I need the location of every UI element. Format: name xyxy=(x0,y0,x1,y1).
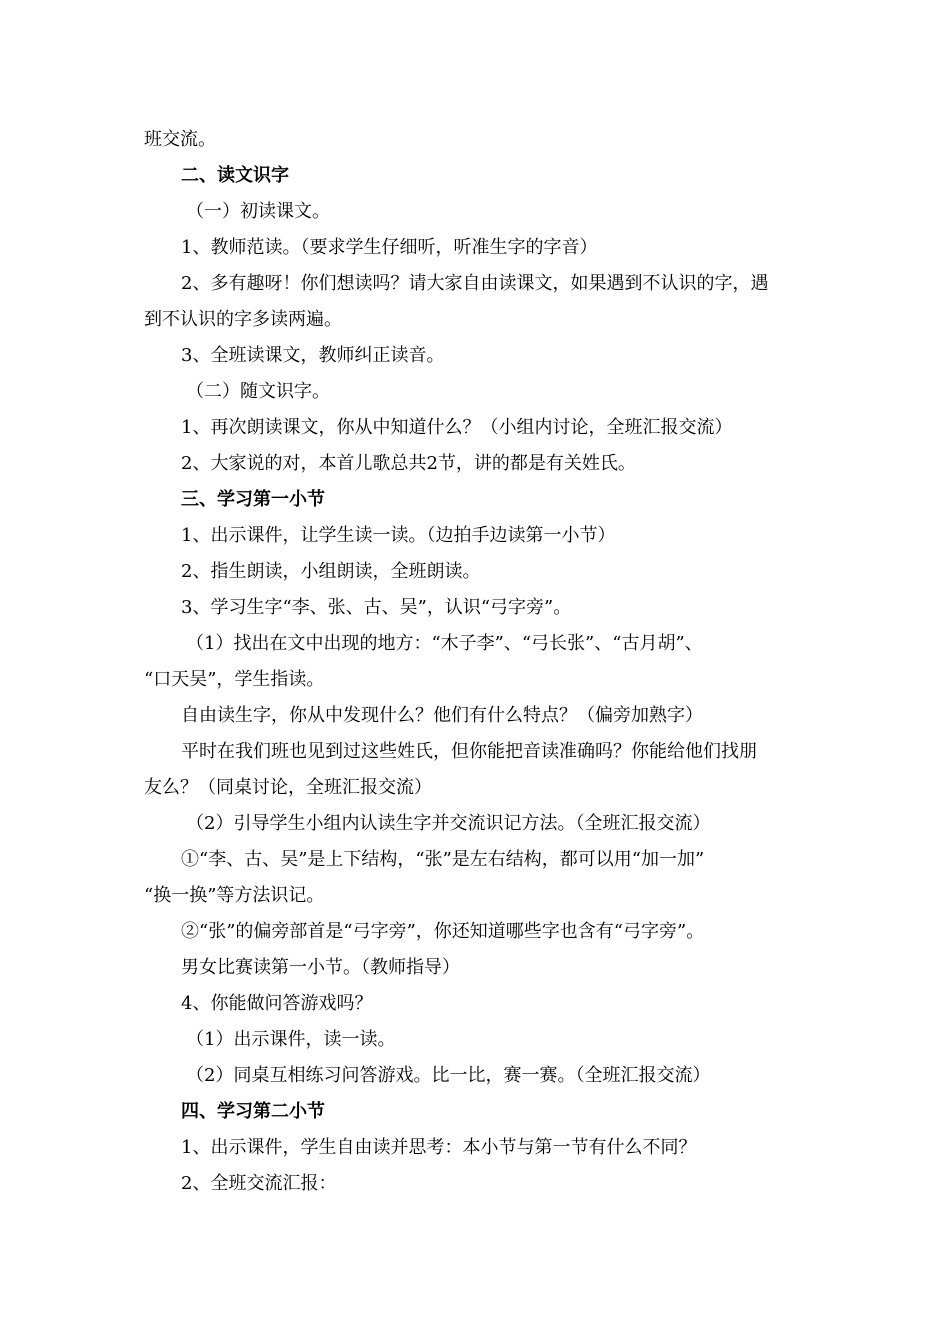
text-line: “换一换”等方法识记。 xyxy=(144,885,325,906)
text-line: 3、学习生字“李、张、古、吴”，认识“弓字旁”。 xyxy=(181,597,572,618)
text-line: （1）找出在文中出现的地方：“木子李”、“弓长张”、“古月胡”、 xyxy=(186,633,703,654)
text-line: （1）出示课件，读一读。 xyxy=(186,1029,396,1050)
subsection-heading: （一）初读课文。 xyxy=(186,201,330,222)
text-line: ①“李、古、吴”是上下结构，“张”是左右结构，都可以用“加一加” xyxy=(181,849,705,870)
text-line: 自由读生字，你从中发现什么？他们有什么特点？（偏旁加熟字） xyxy=(181,705,703,726)
text-line: （2）引导学生小组内认读生字并交流识记方法。（全班汇报交流） xyxy=(186,813,711,834)
text-line: 1、出示课件，学生自由读并思考：本小节与第一节有什么不同？ xyxy=(181,1137,697,1158)
text-line: 1、再次朗读课文，你从中知道什么？（小组内讨论，全班汇报交流） xyxy=(181,417,733,438)
text-line: 2、多有趣呀！你们想读吗？请大家自由读课文，如果遇到不认识的字，遇 xyxy=(181,273,769,294)
text-line: ②“张”的偏旁部首是“弓字旁”，你还知道哪些字也含有“弓字旁”。 xyxy=(181,921,705,942)
text-line: 2、全班交流汇报： xyxy=(181,1173,337,1194)
text-line: 班交流。 xyxy=(144,129,216,150)
text-line: （2）同桌互相练习问答游戏。比一比，赛一赛。（全班汇报交流） xyxy=(186,1065,711,1086)
text-line: 平时在我们班也见到过这些姓氏，但你能把音读准确吗？你能给他们找朋 xyxy=(181,741,757,762)
section-heading: 四、学习第二小节 xyxy=(181,1101,325,1122)
section-heading: 三、学习第一小节 xyxy=(181,489,325,510)
text-line: 到不认识的字多读两遍。 xyxy=(144,309,342,330)
section-heading: 二、读文识字 xyxy=(181,165,289,186)
text-line: “口天吴”，学生指读。 xyxy=(144,669,325,690)
text-line: 1、教师范读。（要求学生仔细听，听准生字的字音） xyxy=(181,237,598,258)
text-line: 3、全班读课文，教师纠正读音。 xyxy=(181,345,445,366)
text-line: 2、大家说的对，本首儿歌总共2节，讲的都是有关姓氏。 xyxy=(181,453,636,474)
text-line: 2、指生朗读，小组朗读，全班朗读。 xyxy=(181,561,481,582)
text-line: 友么？（同桌讨论，全班汇报交流） xyxy=(144,777,432,798)
text-line: 1、出示课件，让学生读一读。（边拍手边读第一小节） xyxy=(181,525,616,546)
text-line: 4、你能做问答游戏吗？ xyxy=(181,993,373,1014)
subsection-heading: （二）随文识字。 xyxy=(186,381,330,402)
text-line: 男女比赛读第一小节。（教师指导） xyxy=(181,957,460,978)
